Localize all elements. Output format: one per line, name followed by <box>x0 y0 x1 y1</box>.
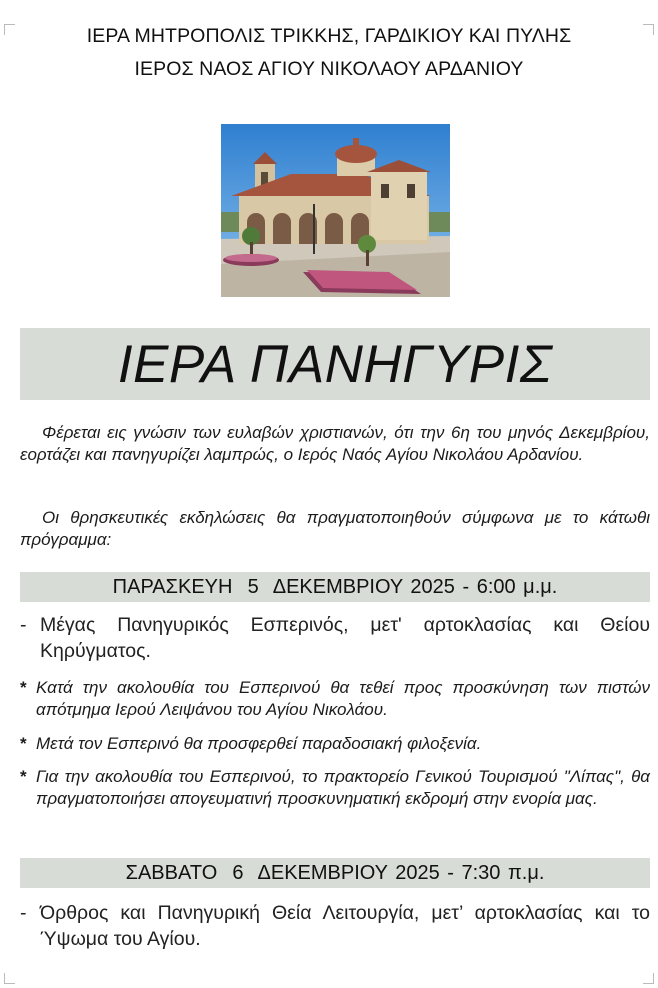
day2-event-text: Όρθρος και Πανηγυρική Θεία Λειτουργία, μετ’ αρτοκλασίας και το Ύψωμα του Αγίου. <box>40 902 650 950</box>
day1-note-hospitality <box>20 733 650 755</box>
feast-title: ΙΕΡΑ ΠΑΝΗΓΥΡΙΣ <box>117 334 553 394</box>
day1-note-hospitality-text: Μετά τον Εσπερινό θα προσφερθεί παραδοσιακή φιλοξενία. <box>36 734 482 753</box>
crop-mark-top-right <box>643 24 654 35</box>
feast-banner <box>20 328 650 400</box>
day2-heading: ΣΑΒΒΑΤΟ 6 ΔΕΚΕΜΒΡΙΟΥ 2025 - 7:30 π.μ. <box>125 861 545 884</box>
metropolis-name: ΙΕΡΑ ΜΗΤΡΟΠΟΛΙΣ ΤΡΙΚΚΗΣ, ΓΑΡΔΙΚΙΟΥ ΚΑΙ ΠΥΛΗΣ <box>86 25 572 47</box>
program-intro-paragraph <box>20 507 650 551</box>
day2-heading-bar <box>20 858 650 888</box>
day1-note-relic-text: Κατά την ακολουθία του Εσπερινού θα τεθεί προς προσκύνηση των πιστών απότμημα Ιερού Λειψάνου του Αγίου Νικολάου. <box>36 678 650 719</box>
dash-marker: - <box>20 614 27 636</box>
day1-note-excursion <box>20 766 650 810</box>
program-intro-text: Οι θρησκευτικές εκδηλώσεις θα πραγματοποιηθούν σύμφωνα με το κάτωθι πρόγραμμα: <box>20 508 650 549</box>
day1-heading: ΠΑΡΑΣΚΕΥΗ 5 ΔΕΚΕΜΒΡΙΟΥ 2025 - 6:00 μ.μ. <box>112 575 558 598</box>
document-header <box>0 20 658 86</box>
church-name: ΙΕΡΟΣ ΝΑΟΣ ΑΓΙΟΥ ΝΙΚΟΛΑΟΥ ΑΡΔΑΝΙΟΥ <box>134 58 524 80</box>
day2-event-item <box>20 900 650 952</box>
day1-note-relic <box>20 677 650 721</box>
crop-mark-bottom-right <box>643 973 654 984</box>
crop-mark-top-left <box>4 24 15 35</box>
church-photo-illustration <box>221 124 450 297</box>
crop-mark-bottom-left <box>4 973 15 984</box>
announcement-text: Φέρεται εις γνώσιν των ευλαβών χριστιανών, ότι την 6η του μηνός Δεκεμβρίου, εορτάζει και πανηγυρίζει λαμπρώς, ο Ιερός Ναός Αγίου Νικολάου Αρδανίου. <box>20 423 650 464</box>
announcement-paragraph <box>20 422 650 466</box>
day1-event-text: Μέγας Πανηγυρικός Εσπερινός, μετ' αρτοκλασίας και Θείου Κηρύγματος. <box>40 614 650 662</box>
asterisk-marker: * <box>20 767 27 786</box>
church-photo <box>221 124 450 297</box>
dash-marker: - <box>20 902 27 924</box>
day1-heading-bar <box>20 572 650 602</box>
day1-event-item <box>20 612 650 664</box>
asterisk-marker: * <box>20 734 27 753</box>
day1-note-excursion-text: Για την ακολουθία του Εσπερινού, το πρακτορείο Γενικού Τουρισμού "Λίπας", θα πραγματοποιήσει απογευματινή προσκυνηματική εκδρομή στην ενορία μας. <box>36 767 650 808</box>
asterisk-marker: * <box>20 678 27 697</box>
